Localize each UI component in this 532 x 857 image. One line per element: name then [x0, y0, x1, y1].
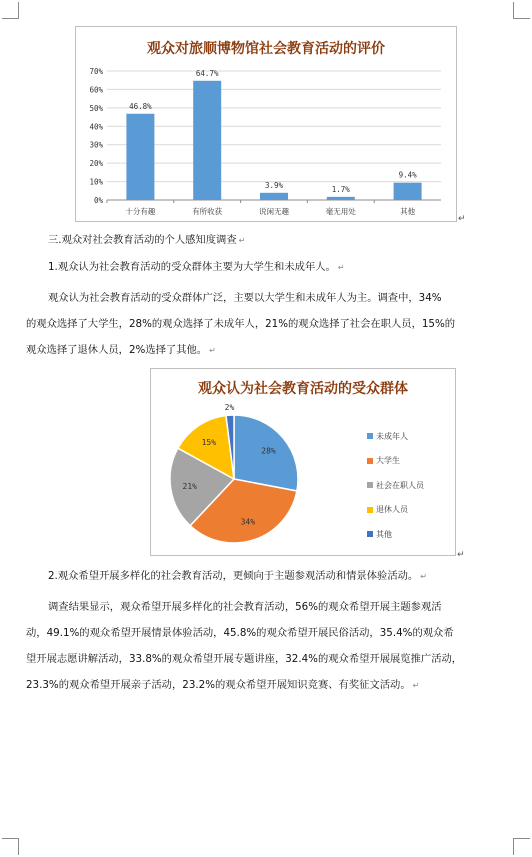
pie-chart-title: 观众认为社会教育活动的受众群体 — [198, 381, 408, 397]
point1-line: 观众选择了退休人员，2%选择了其他。 ↵ — [26, 344, 216, 356]
y-tick-label: 30% — [89, 140, 103, 150]
point1-body — [26, 285, 516, 364]
y-tick-label: 10% — [89, 177, 103, 187]
bar-chart[interactable] — [75, 26, 457, 222]
data-label: 46.8% — [129, 101, 152, 111]
legend-label: 社会在职人员 — [376, 480, 424, 490]
x-tick-label: 说闲无趣 — [259, 207, 289, 216]
legend-item — [367, 449, 424, 474]
pie-legend — [367, 424, 424, 547]
legend-swatch — [367, 482, 373, 488]
y-tick-label: 50% — [89, 103, 103, 113]
section-heading: 三.观众对社会教育活动的个人感知度调查 ↵ — [48, 234, 246, 246]
return-mark: ↵ — [457, 550, 465, 560]
legend-swatch — [367, 531, 373, 537]
point2-line: 调查结果显示，观众希望开展多样化的社会教育活动，56%的观众希望开展主题参观活 — [48, 601, 442, 613]
point2-heading: 2.观众希望开展多样化的社会教育活动，更倾向于主题参观活动和情景体验活动。 ↵ — [48, 570, 427, 582]
x-tick-label: 毫无用处 — [325, 207, 356, 216]
point2-body — [26, 594, 516, 699]
point2-line: 望开展志愿讲解活动，33.8%的观众希望开展专题讲座，32.4%的观众希望开展展览推广活动， — [26, 653, 463, 665]
bar — [126, 114, 154, 200]
slice-label: 15% — [201, 437, 217, 447]
data-label: 1.7% — [331, 184, 350, 194]
legend-item — [367, 424, 424, 449]
bar-chart-plot — [76, 27, 456, 221]
crop-mark-bottom-left — [2, 838, 19, 855]
point2-line: 23.3%的观众希望开展亲子活动，23.2%的观众希望开展知识竞赛、有奖征文活动。 ↵ — [26, 679, 420, 691]
crop-mark-bottom-right — [513, 838, 530, 855]
legend-label: 大学生 — [376, 456, 400, 466]
y-tick-label: 60% — [89, 85, 103, 95]
legend-item — [367, 498, 424, 523]
bar — [260, 193, 288, 200]
crop-mark-top-left — [2, 2, 19, 19]
slice-label: 34% — [240, 517, 256, 527]
x-tick-label: 十分有趣 — [125, 207, 156, 216]
x-tick-label: 其他 — [400, 207, 416, 216]
legend-label: 退休人员 — [376, 505, 408, 515]
y-tick-label: 0% — [93, 196, 103, 205]
y-tick-label: 70% — [89, 67, 103, 76]
crop-mark-top-right — [513, 2, 530, 19]
legend-item — [367, 522, 424, 547]
legend-label: 未成年人 — [376, 431, 408, 441]
return-mark: ↵ — [458, 214, 466, 224]
y-tick-label: 40% — [89, 122, 103, 132]
legend-item — [367, 473, 424, 498]
bar — [394, 183, 422, 200]
slice-label: 28% — [261, 446, 276, 456]
bar-chart-title: 观众对旅顺博物馆社会教育活动的评价 — [147, 41, 385, 57]
data-label: 64.7% — [195, 68, 219, 78]
data-label: 3.9% — [264, 180, 284, 190]
y-tick-label: 20% — [89, 159, 103, 169]
point1-heading: 1.观众认为社会教育活动的受众群体主要为大学生和未成年人。 ↵ — [48, 261, 345, 273]
data-label: 9.4% — [398, 170, 417, 180]
legend-label: 其他 — [376, 529, 392, 539]
slice-label: 21% — [182, 482, 197, 492]
x-tick-label: 有所收获 — [192, 207, 223, 216]
bar — [327, 197, 355, 200]
legend-swatch — [367, 458, 373, 464]
point2-line: 动，49.1%的观众希望开展情景体验活动，45.8%的观众希望开展民俗活动，35.4%的观众希 — [26, 627, 454, 639]
point1-line: 观众认为社会教育活动的受众群体广泛，主要以大学生和未成年人为主。调查中，34% — [48, 292, 442, 304]
bar — [193, 81, 221, 200]
legend-swatch — [367, 507, 373, 513]
point1-line: 的观众选择了大学生，28%的观众选择了未成年人，21%的观众选择了社会在职人员，15%的 — [26, 318, 456, 330]
pie-chart[interactable] — [150, 368, 456, 556]
legend-swatch — [367, 433, 373, 439]
slice-label: 2% — [224, 403, 235, 413]
